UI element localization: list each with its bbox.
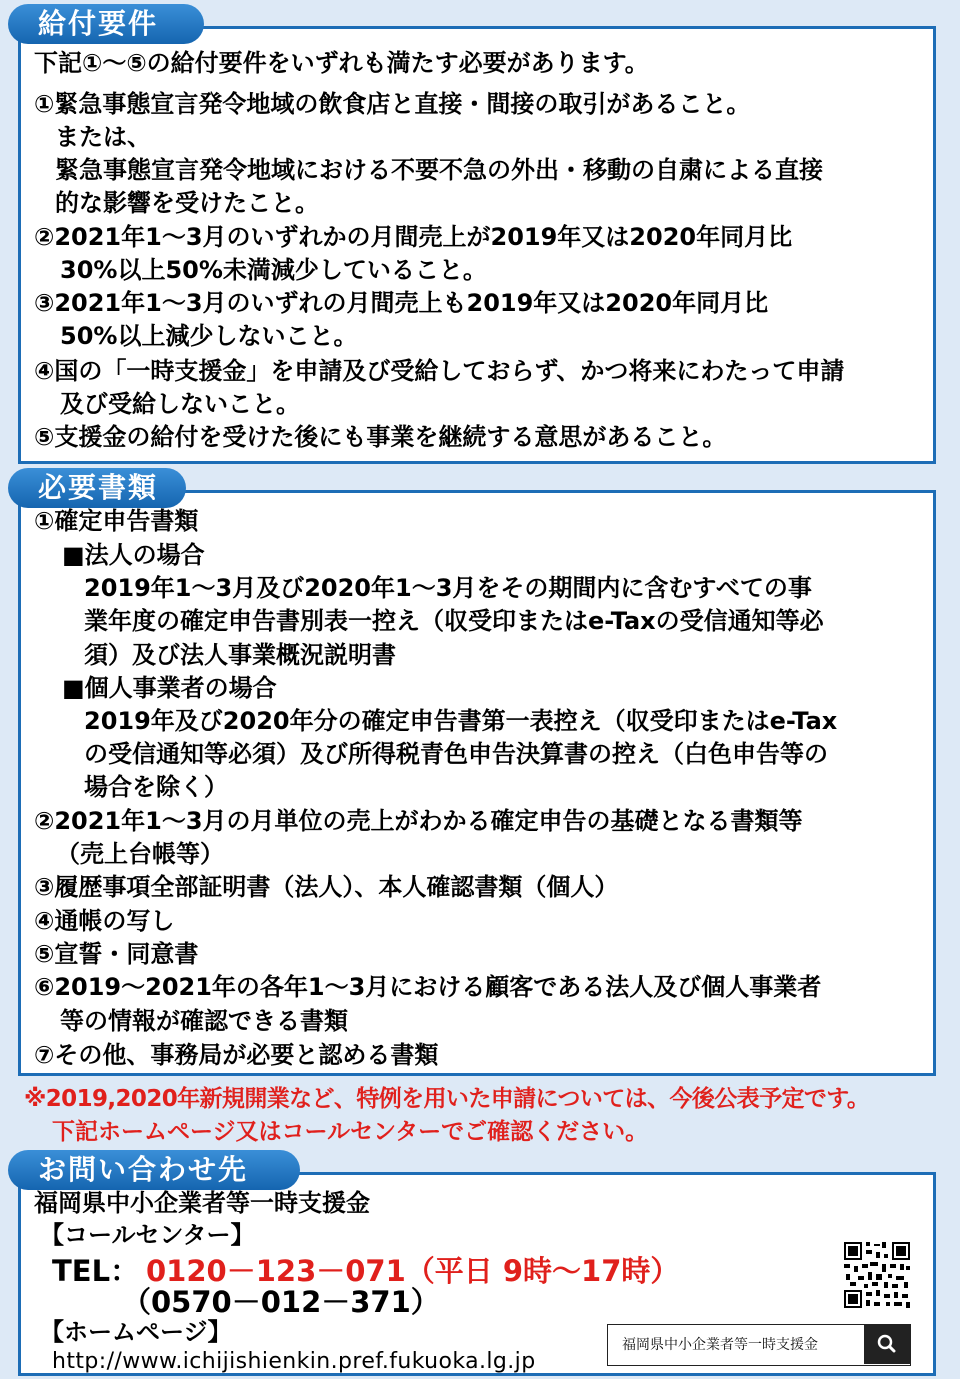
requirement-3-cont: 50%以上減少しないこと。 [60,322,358,350]
requirement-1-alt: 緊急事態宣言発令地域における不要不急の外出・移動の自粛による直接 [55,156,823,184]
doc-2: ②2021年1～3月の月単位の売上がわかる確定申告の基礎となる書類等 [34,807,803,835]
requirement-1-alt-cont: 的な影響を受けたこと。 [55,189,319,217]
doc-1-corp-text-3: 須）及び法人事業概況説明書 [84,641,396,669]
doc-1-corp-heading: ■法人の場合 [62,541,205,569]
doc-5: ⑤宣誓・同意書 [34,940,199,968]
qr-code-icon [842,1240,912,1310]
requirement-5: ⑤支援金の給付を受けた後にも事業を継続する意思があること。 [34,423,727,451]
call-center-label: 【コールセンター】 [40,1221,255,1249]
tel-sub[interactable]: （0570－012－371） [122,1285,440,1319]
contact-tab: お問い合わせ先 [8,1150,300,1190]
requirements-intro: 下記①～⑤の給付要件をいずれも満たす必要があります。 [34,49,649,77]
doc-6-cont: 等の情報が確認できる書類 [60,1007,348,1035]
doc-4: ④通帳の写し [34,907,175,935]
doc-3: ③履歴事項全部証明書（法人）、本人確認書類（個人） [34,873,619,901]
requirement-2: ②2021年1～3月のいずれかの月間売上が2019年又は2020年同月比 [34,223,793,251]
doc-1-corp-text: 2019年1～3月及び2020年1～3月をその期間内に含むすべての事 [84,574,812,602]
tel-main[interactable]: 0120－123－071（平日 9時～17時） [146,1254,680,1288]
requirements-tab: 給付要件 [8,4,204,44]
search-box-text: 福岡県中小企業者等一時支援金 [622,1337,818,1353]
documents-tab: 必要書類 [8,468,186,508]
requirement-1-or: または、 [55,123,151,151]
notice-line-2: 下記ホームページ又はコールセンターでご確認ください。 [52,1119,649,1145]
requirement-4-cont: 及び受給しないこと。 [60,390,300,418]
homepage-label: 【ホームページ】 [40,1318,232,1346]
search-box[interactable] [607,1324,911,1366]
requirement-1: ①緊急事態宣言発令地域の飲食店と直接・間接の取引があること。 [34,90,751,118]
requirement-3: ③2021年1～3月のいずれの月間売上も2019年又は2020年同月比 [34,289,769,317]
doc-6: ⑥2019～2021年の各年1～3月における顧客である法人及び個人事業者 [34,973,822,1001]
requirement-4: ④国の「一時支援金」を申請及び受給しておらず、かつ将来にわたって申請 [34,357,845,385]
doc-1: ①確定申告書類 [34,507,199,535]
notice-line-1: ※2019,2020年新規開業など、特例を用いた申請については、今後公表予定です。 [24,1086,870,1112]
doc-1-indiv-text-3: 場合を除く） [84,773,228,801]
requirement-2-cont: 30%以上50%未満減少していること。 [60,256,487,284]
search-icon [864,1325,910,1364]
search-button[interactable] [864,1325,910,1364]
doc-1-indiv-heading: ■個人事業者の場合 [62,674,277,702]
homepage-url[interactable]: http://www.ichijishienkin.pref.fukuoka.lg.jp [52,1349,536,1374]
contact-org: 福岡県中小企業者等一時支援金 [34,1189,370,1217]
tel-label: TEL： [52,1254,140,1288]
doc-1-indiv-text-2: の受信通知等必須）及び所得税青色申告決算書の控え（白色申告等の [84,740,828,768]
doc-1-corp-text-2: 業年度の確定申告書別表一控え（収受印またはe-Taxの受信通知等必 [84,607,824,635]
doc-7: ⑦その他、事務局が必要と認める書類 [34,1041,439,1069]
doc-1-indiv-text: 2019年及び2020年分の確定申告書第一表控え（収受印またはe-Tax [84,707,838,735]
doc-2-cont: （売上台帳等） [56,840,224,868]
